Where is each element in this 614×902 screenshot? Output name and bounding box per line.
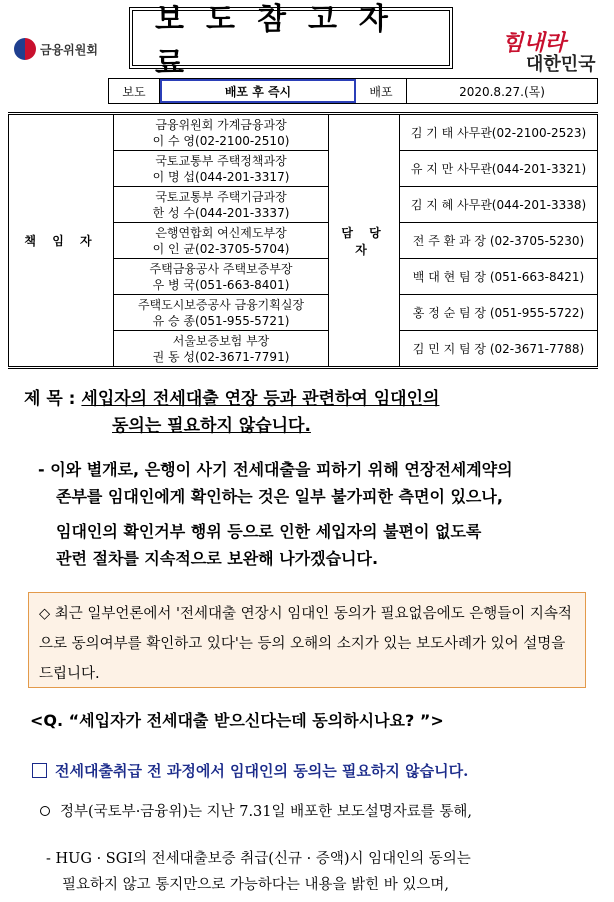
agency-emblem-icon: [14, 38, 36, 60]
staff-cell: 유 지 만 사무관(044-201-3321): [400, 151, 598, 187]
responsible-cell: [114, 259, 329, 295]
release-timing: 배포 후 즉시: [160, 79, 356, 103]
staff-cell: 김 지 혜 사무관(044-201-3338): [400, 187, 598, 223]
org-title: 은행연합회 여신제도부장: [155, 225, 287, 240]
bullet-text: 정부(국토부·금융위)는 지난 7.31일 배포한 보도설명자료를 통해,: [60, 804, 473, 820]
responsible-cell: [114, 114, 329, 151]
subject-line2: 동의는 필요하지 않습니다.: [112, 416, 311, 436]
responsible-cell: [114, 187, 329, 223]
staff-header: 담 당 자: [329, 114, 400, 368]
subject-line1: 세입자의 전세대출 연장 등과 관련하여 임대인의: [81, 389, 440, 409]
org-title: 주택도시보증공사 금융기획실장: [137, 297, 305, 312]
release-date: 2020.8.27.(목): [459, 84, 545, 99]
responsible-cell: [114, 151, 329, 187]
slogan-line2: 대한민국: [526, 54, 596, 75]
person-contact: 이 명 섭(044-201-3317): [152, 169, 290, 184]
release-label: 보도: [109, 79, 160, 103]
responsible-cell: [114, 223, 329, 259]
section-heading: [32, 760, 468, 781]
paragraph-2-line1: 임대인의 확인거부 행위 등으로 인한 세입자의 불편이 없도록: [56, 522, 482, 541]
circle-bullet-icon: [40, 806, 50, 816]
dash-line1: - HUG · SGI의 전세대출보증 취급(신규 · 증액)시 임대인의 동의는: [46, 851, 471, 867]
person-contact: 한 성 수(044-201-3337): [152, 205, 290, 220]
agency-name: 금융위원회: [40, 42, 98, 57]
slogan-line1: 힘내라: [502, 31, 566, 56]
staff-cell: 전 주 환 과 장 (02-3705-5230): [400, 223, 598, 259]
release-info-bar: [108, 78, 598, 104]
paragraph-1: [38, 456, 598, 510]
responsible-header: 책 임 자: [9, 114, 114, 368]
person-contact: 이 인 균(02-3705-5704): [152, 241, 290, 256]
responsible-cell: [114, 331, 329, 368]
org-title: 서울보증보험 부장: [172, 333, 270, 348]
agency-logo: [14, 38, 98, 60]
staff-cell: 홍 정 순 팀 장 (051-955-5722): [400, 295, 598, 331]
org-title: 국토교통부 주택기금과장: [155, 189, 287, 204]
paragraph-2: [56, 518, 614, 572]
dash-paragraph: [46, 846, 594, 898]
org-title: 국토교통부 주택정책과장: [155, 153, 287, 168]
notice-box: ◇ 최근 일부언론에서 '전세대출 연장시 임대인 동의가 필요없음에도 은행들이 지속적으로 동의여부를 확인하고 있다'는 등의 오해의 소지가 있는 보도사례가 있어 설명을 드립니다.: [28, 592, 586, 688]
person-contact: 권 동 성(02-3671-7791): [152, 349, 290, 364]
person-contact: 유 승 종(051-955-5721): [152, 313, 290, 328]
distribution-label: 배포: [356, 79, 407, 103]
staff-cell: 백 대 현 팀 장 (051-663-8421): [400, 259, 598, 295]
person-contact: 우 병 국(051-663-8401): [152, 277, 290, 292]
responsible-cell: [114, 295, 329, 331]
question-heading: <Q. “세입자가 전세대출 받으신다는데 동의하시나요? ”>: [30, 711, 444, 730]
contact-table: [8, 112, 598, 369]
slogan-logo: [502, 26, 602, 82]
square-bullet-icon: [32, 763, 47, 778]
dash-line2: 필요하지 않고 통지만으로 가능하다는 내용을 밝힌 바 있으며,: [62, 877, 450, 893]
subject-prefix: 제 목 :: [24, 389, 76, 409]
staff-cell: 김 민 지 팀 장 (02-3671-7788): [400, 331, 598, 368]
person-contact: 이 수 영(02-2100-2510): [152, 133, 290, 148]
section-heading-text: 전세대출취급 전 과정에서 임대인의 동의는 필요하지 않습니다.: [55, 762, 469, 780]
org-title: 주택금융공사 주택보증부장: [149, 261, 293, 276]
page-title: 보도참고자료: [132, 10, 450, 66]
paragraph-1-line1: - 이와 별개로, 은행이 사기 전세대출을 피하기 위해 연장전세계약의: [38, 460, 513, 479]
bullet-item: [40, 800, 472, 821]
subject: [24, 386, 594, 440]
paragraph-2-line2: 관련 절차를 지속적으로 보완해 나가겠습니다.: [56, 549, 379, 568]
org-title: 금융위원회 가계금융과장: [155, 117, 287, 132]
paragraph-1-line2: 존부를 임대인에게 확인하는 것은 일부 불가피한 측면이 있으나,: [56, 487, 503, 506]
staff-cell: 김 기 태 사무관(02-2100-2523): [400, 114, 598, 151]
